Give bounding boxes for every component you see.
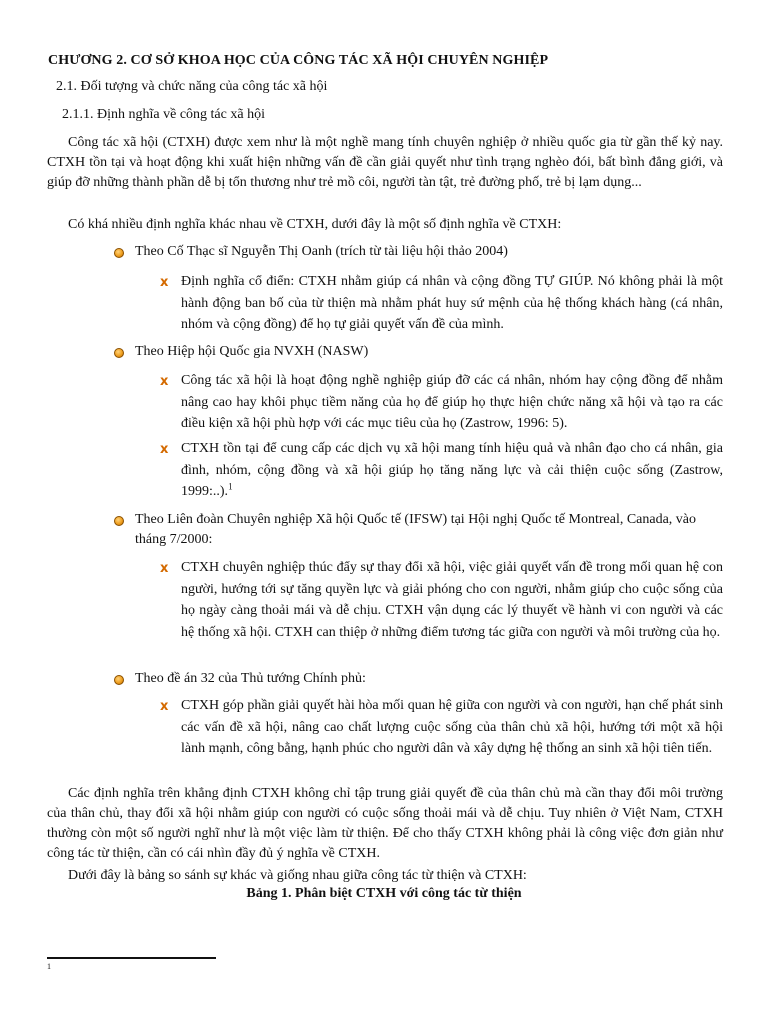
table-caption: Bảng 1. Phân biệt CTXH với công tác từ thiện <box>246 886 522 901</box>
x-mark-bullet-icon: x <box>160 699 169 714</box>
definition-source-label: Theo Liên đoàn Chuyên nghiệp Xã hội Quốc tế (IFSW) tại Hội nghị Quốc tế Montreal, Canada, vào tháng 7/2000: <box>135 512 697 547</box>
definition-item-text: CTXH góp phần giải quyết hài hòa mối quan hệ giữa con người và con người, hạn chế phát sinh các vấn đề xã hội, nâng cao chất lượng cuộc sống của thân chủ xã hội, hướng tới một xã hội lành mạnh, công bằng, hạnh phúc cho người dân và xây dựng hệ thống an sinh xã hội tiên tiến. <box>181 698 723 756</box>
definition-source-label: Theo Hiệp hội Quốc gia NVXH (NASW) <box>135 344 369 359</box>
orange-circle-bullet-icon <box>114 675 124 685</box>
definition-source-label: Theo đề án 32 của Thủ tướng Chính phủ: <box>135 671 366 686</box>
x-mark-bullet-icon: x <box>160 275 169 290</box>
footnote-number: 1 <box>47 962 51 971</box>
x-mark-bullet-icon: x <box>160 561 169 576</box>
definition-item-text <box>181 438 723 503</box>
table-lead-paragraph: Dưới đây là bảng so sánh sự khác và giống nhau giữa công tác từ thiện và CTXH: <box>68 868 527 883</box>
x-mark-bullet-icon: x <box>160 442 169 457</box>
definition-item-body: CTXH tồn tại để cung cấp các dịch vụ xã hội mang tính hiệu quả và nhân đạo cho cá nhân, gia đình, nhóm, cộng đồng và xã hội giúp họ tăng năng lực và cải thiện cuộc sống (Zastrow, 1999:..). <box>181 441 723 499</box>
orange-circle-bullet-icon <box>114 516 124 526</box>
x-mark-bullet-icon: x <box>160 374 169 389</box>
conclusion-paragraph: Các định nghĩa trên khẳng định CTXH không chỉ tập trung giải quyết đề của thân chủ mà cần thay đổi môi trường của thân chủ, thay đổi xã hội nhằm giúp con người có cuộc sống thoải mái và dễ chịu. Tuy nhiên ở Việt Nam, CTXH thường còn một số người nghĩ như là một việc làm từ thiện. Để cho thấy CTXH không phải là công việc đơn giản như công tác từ thiện, cần có cái nhìn đầy đủ ý nghĩa về CTXH. <box>47 786 723 861</box>
definition-source-label: Theo Cố Thạc sĩ Nguyễn Thị Oanh (trích từ tài liệu hội thảo 2004) <box>135 244 508 259</box>
intro-paragraph: Công tác xã hội (CTXH) được xem như là một nghề mang tính chuyên nghiệp ở nhiều quốc gia từ gần thế kỷ nay. CTXH tồn tại và hoạt động khi xuất hiện những vấn đề cần giải quyết như tình trạng nghèo đói, bất bình đẳng giới, và giúp đỡ những thành phần dễ bị tổn thương như trẻ mồ côi, người tàn tật, trẻ đường phố, trẻ bị lạm dụng... <box>47 135 723 190</box>
footnote-divider <box>47 957 216 959</box>
footnote-reference[interactable]: 1 <box>228 481 233 492</box>
chapter-title: CHƯƠNG 2. CƠ SỞ KHOA HỌC CỦA CÔNG TÁC XÃ HỘI CHUYÊN NGHIỆP <box>48 53 549 68</box>
definition-item-text: Định nghĩa cổ điển: CTXH nhằm giúp cá nhân và cộng đồng TỰ GIÚP. Nó không phải là một hành động ban bố của từ thiện mà nhằm phát huy sứ mệnh của hệ thống khách hàng (cá nhân, nhóm và cộng đồng) để họ tự giải quyết vấn đề của mình. <box>181 274 723 332</box>
orange-circle-bullet-icon <box>114 348 124 358</box>
section-heading-2-1-1: 2.1.1. Định nghĩa về công tác xã hội <box>62 107 265 122</box>
definition-item-text: CTXH chuyên nghiệp thúc đẩy sự thay đổi xã hội, việc giải quyết vấn đề trong mối quan hệ con người, hướng tới sự tăng quyền lực và giải phóng cho con người, nhằm giúp cho cuộc sống của họ ngày càng thoải mái và dễ chịu. CTXH vận dụng các lý thuyết về hành vi con người và các hệ thống xã hội. CTXH can thiệp ở những điểm tương tác giữa con người và môi trường của họ. <box>181 560 723 640</box>
definitions-lead-paragraph: Có khá nhiều định nghĩa khác nhau về CTXH, dưới đây là một số định nghĩa về CTXH: <box>68 217 562 232</box>
definition-item-text: Công tác xã hội là hoạt động nghề nghiệp giúp đỡ các cá nhân, nhóm hay cộng đồng để nhằm nâng cao hay khôi phục tiềm năng của họ để giúp họ thực hiện chức năng xã hội và tạo ra các điều kiện xã hội phù hợp với các mục tiêu của họ (Zastrow, 1996: 5). <box>181 373 723 431</box>
section-heading-2-1: 2.1. Đối tượng và chức năng của công tác xã hội <box>56 79 328 94</box>
orange-circle-bullet-icon <box>114 248 124 258</box>
